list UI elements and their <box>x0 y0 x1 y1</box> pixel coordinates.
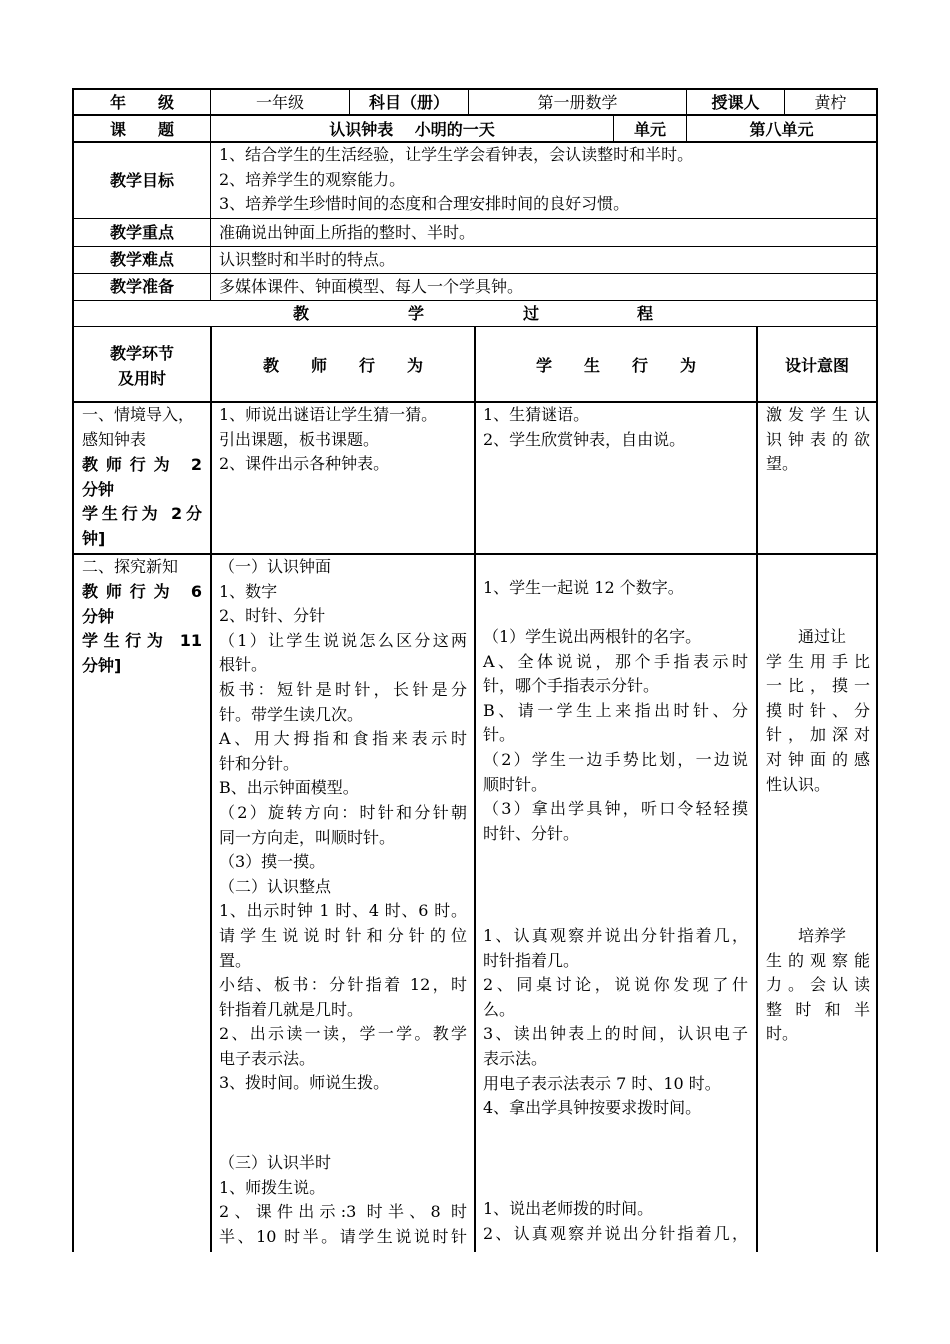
section2-teacher-line: 请学生说说时针和分针的位 <box>219 925 467 945</box>
goal-item: 1、结合学生的生活经验，让学生学会看钟表，会认读整时和半时。 <box>219 145 694 164</box>
section2-teacher-line: 置。 <box>219 950 252 970</box>
section2-phase <box>82 555 202 580</box>
section2-student-line: 1、学生一起说 12 个数字。 <box>483 578 684 597</box>
goal-item: 2、培养学生的观察能力。 <box>219 169 406 189</box>
section2-teacher-line: （1）让学生说说怎么区分这两 <box>219 630 467 650</box>
section1-teacher-line: 2、课件出示各种钟表。 <box>219 454 390 474</box>
section2-student-d <box>483 1197 748 1246</box>
section2-student-line: 表示法。 <box>483 1048 548 1068</box>
topic-label: 课 题 <box>109 120 174 139</box>
section2-student-line: 时针、分针。 <box>483 823 580 843</box>
process-title-char: 学 <box>408 304 425 323</box>
section2-teacher-line: B、出示钟面模型。 <box>219 778 359 798</box>
section2-time-line: 学生行为 11 <box>82 631 202 651</box>
section1-phase-line: 感知钟表 <box>82 429 147 449</box>
table-right-border <box>876 88 878 1252</box>
section1-design <box>766 403 870 477</box>
section1-phase-time <box>82 453 202 551</box>
section2-teacher-line: 针和分针。 <box>219 753 300 773</box>
key-points-value: 准确说出钟面上所指的整时、半时。 <box>219 223 476 242</box>
section2-teacher-line: 小结、板书：分针指着 12，时 <box>219 975 467 995</box>
preparation-value: 多媒体课件、钟面模型、每人一个学具钟。 <box>219 277 524 296</box>
section2-design-line: 摸时针、分 <box>766 700 870 720</box>
section1-teacher <box>219 403 437 477</box>
section2-student-line: 时针指着几。 <box>483 950 580 970</box>
col-line <box>210 326 212 1252</box>
section2-time-line: 教师行为 6 <box>82 582 202 601</box>
section2-student-line: 么。 <box>483 999 516 1019</box>
section2-teacher-line: 电子表示法。 <box>219 1048 316 1068</box>
section1-teacher-line: 1、师说出谜语让学生猜一猜。 <box>219 405 438 424</box>
section2-design-b <box>766 924 870 1047</box>
section1-time-line: 分钟 <box>82 479 115 499</box>
section1-student-line: 2、学生欣赏钟表，自由说。 <box>483 429 686 449</box>
section2-design-line: 培养学 <box>766 926 847 945</box>
section2-teacher-line: （三）认识半时 <box>219 1153 332 1172</box>
section2-student-line: 1、认真观察并说出分针指着几， <box>483 926 748 945</box>
section2-teacher-line: A、用大拇指和食指来表示时 <box>219 729 467 749</box>
section2-phase-line: 二、探究新知 <box>82 557 179 576</box>
section2-teacher-line: 同一方向走，叫顺时针。 <box>219 827 396 847</box>
process-title <box>74 301 876 326</box>
section2-student-b <box>483 625 748 846</box>
section2-design-line: 针，加深对 <box>766 725 870 745</box>
section2-teacher-a <box>219 555 467 1096</box>
section2-teacher-line: （3）摸一摸。 <box>219 852 326 872</box>
section2-student-line: 顺时针。 <box>483 774 548 794</box>
section2-design-line: 学生用手比 <box>766 651 870 671</box>
teacher-label: 授课人 <box>711 93 760 112</box>
section1-time-line: 钟] <box>82 528 106 548</box>
section2-student-line: 用电子表示法表示 7 时、10 时。 <box>483 1073 721 1093</box>
section2-design-line: 时。 <box>766 1024 799 1044</box>
topic-value: 认识钟表 小明的一天 <box>329 120 495 139</box>
col-header-teacher: 教 师 行 为 <box>262 356 423 375</box>
unit-value: 第八单元 <box>749 120 814 139</box>
section2-teacher-line: 针。带学生读几次。 <box>219 704 364 724</box>
section1-design-line: 激发学生认 <box>766 405 870 424</box>
section2-teacher-line: （2）旋转方向：时针和分针朝 <box>219 802 467 822</box>
section2-design-line: 生的观察能 <box>766 950 870 970</box>
section2-design-line: 性认识。 <box>766 774 831 794</box>
section2-design-line: 力。会认读 <box>766 975 870 995</box>
section2-teacher-line: 1、出示时钟 1 时、4 时、6 时。 <box>219 901 467 921</box>
section2-design-line: 一比，摸一 <box>766 676 870 696</box>
col-header-phase <box>74 341 210 391</box>
goals-list <box>219 143 693 217</box>
teacher-value: 黄柠 <box>814 93 847 112</box>
process-title-char: 教 <box>293 304 310 323</box>
section2-design-line: 整时和半 <box>766 999 870 1019</box>
difficulties-label: 教学难点 <box>109 250 174 269</box>
section1-phase-line: 一、情境导入， <box>82 405 195 424</box>
section1-design-line: 望。 <box>766 454 799 474</box>
section2-design-line: 对钟面的感 <box>766 749 870 769</box>
section2-student-line: （2）学生一边手势比划，一边说 <box>483 749 748 769</box>
col-header-phase-line: 及用时 <box>117 369 166 388</box>
section2-student-line: 2、同桌讨论，说说你发现了什 <box>483 975 748 995</box>
section2-student-a <box>483 576 748 601</box>
section2-teacher-line: 板书：短针是时针，长针是分 <box>219 679 467 699</box>
grade-value: 一年级 <box>255 93 304 112</box>
section2-student-line: 针，哪个手指表示分针。 <box>483 676 660 696</box>
key-points-label: 教学重点 <box>109 223 174 242</box>
section2-student-line: B、请一学生上来指出时针、分 <box>483 700 748 720</box>
section2-teacher-line: 根针。 <box>219 655 268 675</box>
section2-student-line: 4、拿出学具钟按要求拨时间。 <box>483 1098 702 1118</box>
difficulties-value: 认识整时和半时的特点。 <box>219 250 396 269</box>
section2-design-line: 通过让 <box>766 627 847 646</box>
section2-teacher-line: 1、数字 <box>219 581 278 601</box>
section2-student-line: 2、认真观察并说出分针指着几， <box>483 1223 748 1243</box>
section1-student-line: 1、生猜谜语。 <box>483 405 590 424</box>
section2-teacher-line: 半、10 时半。请学生说说时针 <box>219 1226 467 1246</box>
section2-teacher-line: 1、师拨生说。 <box>219 1177 326 1197</box>
process-title-char: 过 <box>523 304 540 323</box>
section2-student-line: 3、读出钟表上的时间，认识电子 <box>483 1024 748 1044</box>
section2-phase-time <box>82 580 202 678</box>
unit-label: 单元 <box>633 120 666 139</box>
section2-time-line: 分钟] <box>82 655 122 675</box>
preparation-label: 教学准备 <box>109 277 174 296</box>
process-title-char: 程 <box>637 304 654 323</box>
section1-teacher-line: 引出课题，板书课题。 <box>219 429 380 449</box>
section1-time-line: 学生行为 2分 <box>82 504 202 524</box>
col-line <box>474 326 476 1252</box>
grade-label: 年 级 <box>109 93 174 112</box>
section2-teacher-line: 2、课件出示:3 时半、8 时 <box>219 1202 467 1222</box>
section2-teacher-b <box>219 1151 467 1249</box>
goal-item: 3、培养学生珍惜时间的态度和合理安排时间的良好习惯。 <box>219 194 630 214</box>
section2-student-line: 1、说出老师拨的时间。 <box>483 1199 654 1218</box>
subject-value: 第一册数学 <box>537 93 618 112</box>
section2-student-line: （3）拿出学具钟，听口令轻轻摸 <box>483 799 748 819</box>
section2-teacher-line: 2、出示读一读，学一学。教学 <box>219 1024 467 1044</box>
section1-time-line: 教师行为 2 <box>82 455 202 474</box>
subject-label: 科目（册） <box>368 93 449 112</box>
section2-teacher-line: 2、时针、分针 <box>219 606 326 626</box>
section2-time-line: 分钟 <box>82 606 115 626</box>
col-header-design: 设计意图 <box>784 356 849 375</box>
section2-student-c <box>483 924 748 1121</box>
section1-student <box>483 403 685 452</box>
section2-teacher-line: 针指着几就是几时。 <box>219 999 364 1019</box>
row-line <box>72 218 878 219</box>
section2-student-line: （1）学生说出两根针的名字。 <box>483 627 702 646</box>
col-header-student: 学 生 行 为 <box>535 356 696 375</box>
goals-label: 教学目标 <box>109 171 174 190</box>
section1-design-line: 识钟表的欲 <box>766 429 870 449</box>
section2-design-a <box>766 625 870 797</box>
section1-phase <box>82 403 202 452</box>
section2-student-line: A、全体说说，那个手指表示时 <box>483 651 748 671</box>
col-header-phase-line: 教学环节 <box>109 344 174 363</box>
section2-student-line: 针。 <box>483 725 516 745</box>
col-line <box>756 326 758 1252</box>
section2-teacher-line: （二）认识整点 <box>219 876 332 896</box>
section2-teacher-line: （一）认识钟面 <box>219 557 332 576</box>
section2-teacher-line: 3、拨时间。师说生拨。 <box>219 1073 390 1093</box>
